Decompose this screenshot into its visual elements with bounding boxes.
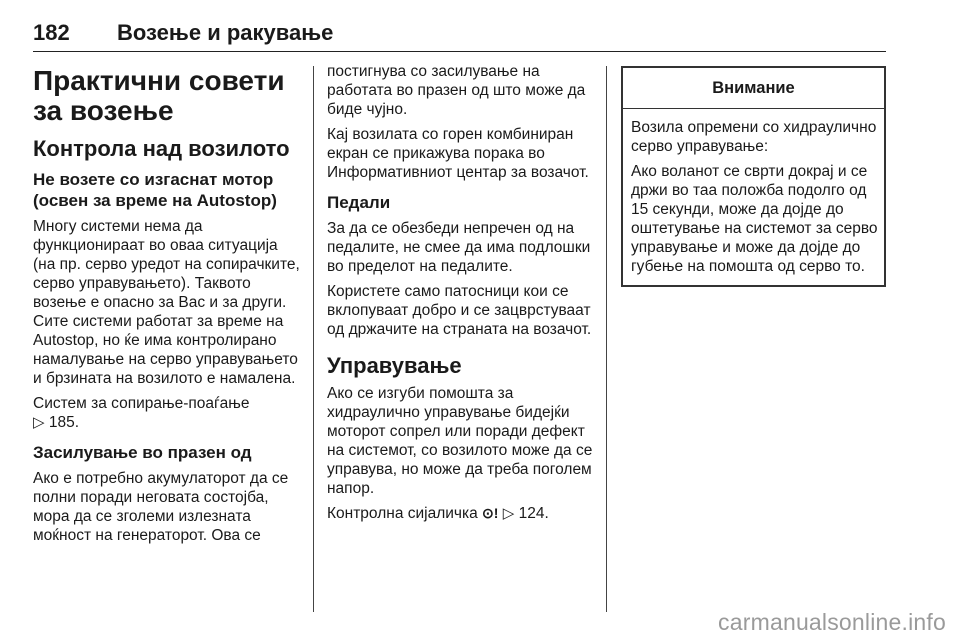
subheading-pedals: Педали [327, 193, 391, 212]
page-number: 182 [33, 20, 70, 45]
paragraph-reference [327, 504, 597, 523]
header-rule [33, 51, 886, 52]
notice-paragraph: Ако воланот се сврти докрај и се држи во таа положба подолго од 15 секунди, може да дојде до оштетување на системот за серво управување и може да дојде до губење на помошта од серво то. [631, 163, 878, 275]
paragraph: Ако се изгуби помошта за хидраулично управување бидејќи моторот сопрел или поради дефект на системот, со возилото може да се управува, но може да треба поголем напор. [327, 385, 593, 497]
paragraph: постигнува со засилување на работата во празен од што може да биде чујно. [327, 63, 586, 118]
paragraph: Многу системи нема да функционираат во оваа ситуација (на пр. серво уредот на сопирачките, серво управувањето). Таквото возење е опасно за Вас и за други. Сите системи работат за време на Autostop, но ќе има контролирано намалување на серво управувањето и брзината на возилото е намалена. [33, 218, 300, 387]
paragraph: Кај возилата со горен комбиниран екран се прикажува порака во Информативниот центар за возачот. [327, 126, 589, 181]
column-1 [33, 62, 303, 551]
reference-page[interactable]: 124. [518, 505, 549, 522]
paragraph: Ако е потребно акумулаторот да се полни поради неговата состојба, мора да се зголеми излезната моќност на генераторот. Ова се [33, 470, 289, 544]
paragraph: Користете само патосници кои се вклопуваат добро и се зацврстуваат од држачите на страната на возачот. [327, 283, 592, 338]
reference-page[interactable]: 185. [48, 414, 80, 431]
notice-box [621, 66, 886, 287]
reference-text: Контролна сијаличка [327, 505, 478, 522]
paragraph-reference [33, 394, 303, 432]
notice-heading: Внимание [623, 68, 884, 109]
column-divider-2 [606, 66, 607, 612]
column-2 [327, 62, 597, 529]
section-heading-steering: Управување [327, 353, 462, 378]
chapter-title: Возење и ракување [117, 20, 334, 45]
page-title: Практични совети за возење [33, 65, 285, 126]
reference-arrow-icon: ▷ [33, 414, 45, 431]
section-heading-vehicle-control: Контрола над возилото [33, 136, 290, 161]
notice-paragraph: Возила опремени со хидраулично серво управување: [631, 119, 877, 155]
subheading-idle-boost: Засилување во празен од [33, 443, 252, 462]
steering-warning-icon: ⊙! [482, 505, 499, 521]
paragraph: За да се обезбеди непречен од на педалите, не смее да има подлошки во пределот на педалите. [327, 220, 591, 275]
column-divider-1 [313, 66, 314, 612]
reference-arrow-icon: ▷ [502, 505, 515, 522]
notice-body [623, 109, 884, 285]
watermark: carmanualsonline.info [718, 609, 946, 635]
subheading-engine-off: Не возете со изгаснат мотор (освен за време на Autostop) [33, 170, 277, 210]
page-header [33, 18, 886, 52]
reference-text: Систем за сопирање-поаѓање [33, 395, 250, 412]
